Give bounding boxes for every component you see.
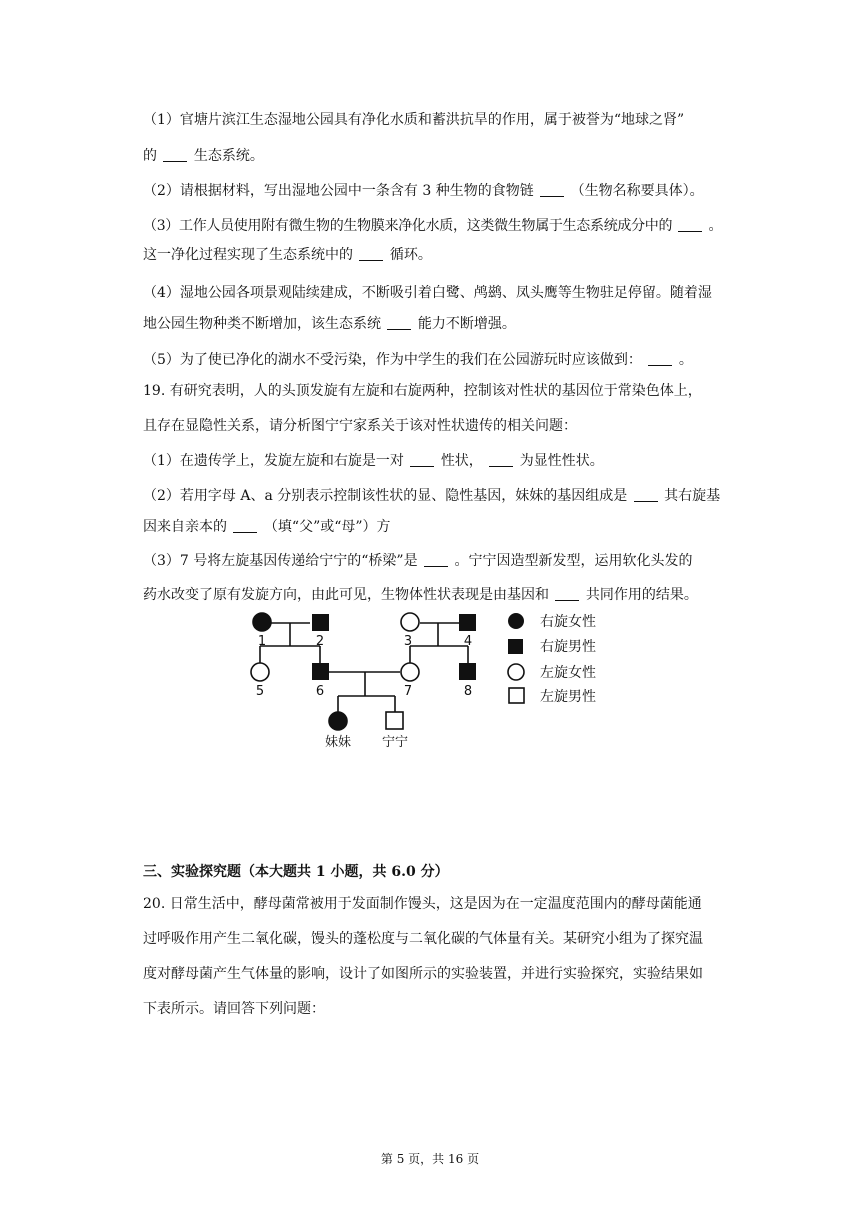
individual-ningning bbox=[386, 712, 403, 729]
text-line: （2）若用字母 A、a 分别表示控制该性状的显、隐性基因，妹妹的基因组成是 其右旋基 bbox=[143, 488, 721, 504]
label-8: 8 bbox=[463, 684, 473, 699]
label-ningning: 宁宁 bbox=[381, 735, 409, 750]
section-heading: 三、实验探究题（本大题共 1 小题，共 6.0 分） bbox=[143, 864, 449, 880]
answer-blank[interactable] bbox=[489, 452, 513, 467]
question-20: 20. 日常生活中，酵母菌常被用于发面制作馒头，这是因为在一定温度范围内的酵母菌能通 bbox=[143, 896, 702, 912]
text-line: 地公园生物种类不断增加，该生态系统 能力不断增强。 bbox=[143, 316, 516, 332]
individual-6 bbox=[312, 663, 329, 680]
individual-2 bbox=[312, 614, 329, 631]
text-line: （1）在遗传学上，发旋左旋和右旋是一对 性状， 为显性性状。 bbox=[143, 453, 604, 469]
label-5: 5 bbox=[255, 684, 265, 699]
pedigree-legend bbox=[508, 613, 596, 705]
label-7: 7 bbox=[403, 684, 413, 699]
individual-8 bbox=[459, 663, 476, 680]
answer-blank[interactable] bbox=[555, 586, 579, 601]
answer-blank[interactable] bbox=[634, 487, 658, 502]
individual-sister bbox=[329, 712, 347, 730]
individual-5 bbox=[251, 663, 269, 681]
individual-7 bbox=[401, 663, 419, 681]
text-line: （1）官塘片滨江生态湿地公园具有净化水质和蓄洪抗旱的作用，属于被誉为“地球之肾” bbox=[143, 112, 685, 128]
legend-left-female: 左旋女性 bbox=[540, 665, 596, 681]
text-line: 这一净化过程实现了生态系统中的 循环。 bbox=[143, 247, 432, 263]
answer-blank[interactable] bbox=[163, 147, 187, 162]
text-line: 下表所示。请回答下列问题： bbox=[143, 1001, 325, 1017]
answer-blank[interactable] bbox=[678, 217, 702, 232]
legend-right-female: 右旋女性 bbox=[540, 614, 596, 630]
text-line: 药水改变了原有发旋方向，由此可见，生物体性状表现是由基因和 共同作用的结果。 bbox=[143, 587, 698, 603]
answer-blank[interactable] bbox=[387, 315, 411, 330]
text-line: （5）为了使已净化的湖水不受污染，作为中学生的我们在公园游玩时应该做到： 。 bbox=[143, 352, 693, 368]
label-sister: 妹妹 bbox=[324, 735, 352, 750]
label-1: 1 bbox=[257, 634, 267, 649]
text-line: （3）工作人员使用附有微生物的生物膜来净化水质，这类微生物属于生态系统成分中的 。 bbox=[143, 218, 723, 234]
text-line: （2）请根据材料，写出湿地公园中一条含有 3 种生物的食物链 （生物名称要具体）。 bbox=[143, 183, 704, 199]
individual-1 bbox=[253, 613, 271, 631]
answer-blank[interactable] bbox=[540, 182, 564, 197]
answer-blank[interactable] bbox=[424, 552, 448, 567]
question-19: 19. 有研究表明，人的头顶发旋有左旋和右旋两种，控制该对性状的基因位于常染色体上， bbox=[143, 383, 702, 399]
text-line: 度对酵母菌产生气体量的影响，设计了如图所示的实验装置，并进行实验探究，实验结果如 bbox=[143, 966, 703, 982]
text-line: （3）7 号将左旋基因传递给宁宁的“桥梁”是 。宁宁因造型新发型，运用软化头发的 bbox=[143, 553, 693, 569]
label-6: 6 bbox=[315, 684, 325, 699]
answer-blank[interactable] bbox=[359, 246, 383, 261]
text-line: 因来自亲本的 （填“父”或“母”）方 bbox=[143, 519, 391, 535]
text-line: （4）湿地公园各项景观陆续建成，不断吸引着白鹭、鸬鹚、凤头鹰等生物驻足停留。随着湿 bbox=[143, 285, 712, 301]
pedigree-diagram bbox=[240, 606, 630, 756]
label-3: 3 bbox=[403, 634, 413, 649]
text-line: 过呼吸作用产生二氧化碳，馒头的蓬松度与二氧化碳的气体量有关。某研究小组为了探究温 bbox=[143, 931, 703, 947]
page-footer: 第 5 页，共 16 页 bbox=[380, 1152, 480, 1166]
individual-4 bbox=[459, 614, 476, 631]
label-2: 2 bbox=[315, 634, 325, 649]
answer-blank[interactable] bbox=[233, 518, 257, 533]
legend-left-male: 左旋男性 bbox=[540, 689, 596, 705]
text-line: 且存在显隐性关系，请分析图宁宁家系关于该对性状遗传的相关问题： bbox=[143, 418, 577, 434]
text-line: 的 生态系统。 bbox=[143, 148, 264, 164]
answer-blank[interactable] bbox=[410, 452, 434, 467]
answer-blank[interactable] bbox=[648, 351, 672, 366]
legend-right-male: 右旋男性 bbox=[540, 639, 596, 655]
individual-3 bbox=[401, 613, 419, 631]
label-4: 4 bbox=[463, 634, 473, 649]
